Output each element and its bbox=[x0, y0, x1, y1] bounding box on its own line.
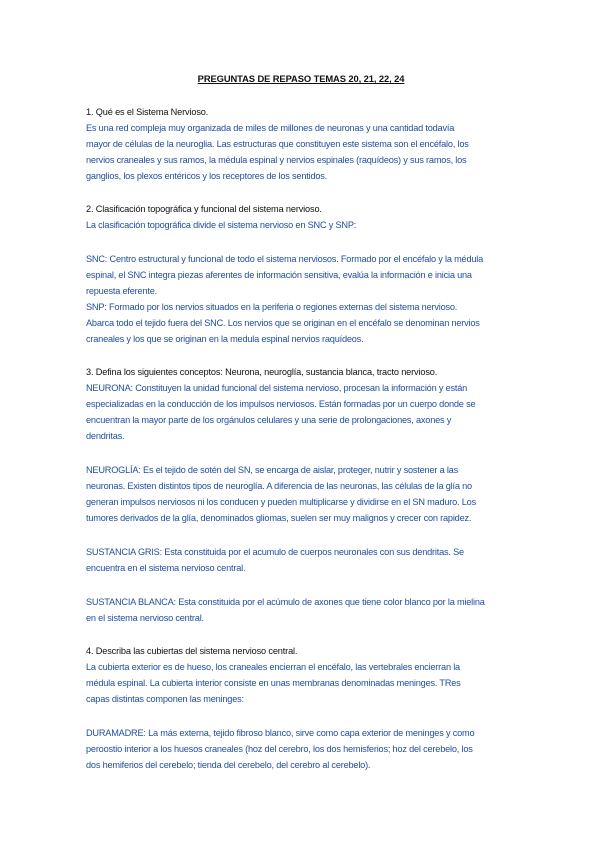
answer-line: neuronas. Existen distintos tipos de neuroglía. A diferencia de las neuronas, las células de la glía no bbox=[86, 481, 472, 491]
question-2: 2. Clasificación topográfica y funcional del sistema nervioso. bbox=[86, 204, 322, 214]
answer-line: ganglios, los plexos entéricos y los receptores de los sentidos. bbox=[86, 171, 328, 181]
answer-line: encuentran la mayor parte de los orgánulos celulares y una serie de prolongaciones, axones y bbox=[86, 415, 452, 425]
answer-line: SUSTANCIA GRIS: Esta constituida por el acumulo de cuerpos neuronales con sus dendritas. Se bbox=[86, 547, 464, 557]
answer-line: NEURONA: Constituyen la unidad funcional del sistema nervioso, procesan la información y están bbox=[86, 383, 468, 393]
answer-line: repuesta eferente. bbox=[86, 286, 157, 296]
answer-line: médula espinal. La cubierta interior consiste en unas membranas denominadas meninges. TRes bbox=[86, 678, 461, 688]
question-4: 4. Describa las cubiertas del sistema nervioso central. bbox=[86, 646, 298, 656]
document-content bbox=[86, 72, 516, 773]
answer-line: SNC: Centro estructural y funcional de todo el sistema nerviosos. Formado por el encéfalo y la médula bbox=[86, 254, 484, 264]
answer-3 bbox=[86, 380, 516, 626]
answer-line: SNP: Formado por los nervios situados en la periferia o regiones externas del sistema nervioso. bbox=[86, 302, 458, 312]
answer-line: en el sistema nervioso central. bbox=[86, 613, 204, 623]
answer-line: craneales y los que se originan en la medula espinal nervios raquídeos. bbox=[86, 334, 364, 344]
answer-line: Es una red compleja muy organizada de miles de millones de neuronas y una cantidad todavía bbox=[86, 123, 455, 133]
answer-line: capas distintas componen las meninges: bbox=[86, 694, 244, 704]
answer-line: generan impulsos nerviosos ni los conducen y pueden multiplicarse y dividirse en el SN maduro. Los bbox=[86, 497, 476, 507]
answer-line: SUSTANCIA BLANCA: Esta constituida por el acúmulo de axones que tiene color blanco por la mielina bbox=[86, 597, 485, 607]
answer-line: nervios craneales y sus ramos, la médula espinal y nervios espinales (raquídeos) y sus ramos, los bbox=[86, 155, 467, 165]
answer-1 bbox=[86, 120, 516, 184]
answer-line: dos hemiferios del cerebelo; tienda del cerebelo, del cerebro al cerebelo). bbox=[86, 760, 371, 770]
answer-line: espinal, el SNC integra piezas aferentes de información sensitiva, evalúa la información e inicia una bbox=[86, 270, 472, 280]
answer-line: especializadas en la conducción de los impulsos nerviosos. Están formadas por un cuerpo donde se bbox=[86, 399, 476, 409]
answer-4 bbox=[86, 659, 516, 773]
document-title: PREGUNTAS DE REPASO TEMAS 20, 21, 22, 24 bbox=[197, 73, 405, 84]
answer-line: tumores derivados de la glía, denominados gliomas, suelen ser muy malignos y crecer con rapidez. bbox=[86, 513, 472, 523]
answer-line: peroostio interior a los huesos craneales (hoz del cerebro, los dos hemisferios; hoz del cerebelo, los bbox=[86, 744, 473, 754]
answer-line: DURAMADRE: La más externa, tejido fibroso blanco, sirve como capa exterior de meninges y como bbox=[86, 728, 475, 738]
answer-line: Abarca todo el tejido fuera del SNC. Los nervios que se originan en el encéfalo se denominan nervios bbox=[86, 318, 480, 328]
answer-line: La clasificación topográfica divide el sistema nervioso en SNC y SNP: bbox=[86, 220, 357, 230]
answer-line: NEUROGLÍA: Es el tejido de sotén del SN, se encarga de aislar, proteger, nutrir y sostener a las bbox=[86, 465, 458, 475]
answer-line: dendritas. bbox=[86, 431, 125, 441]
question-1: 1. Qué es el Sistema Nervioso. bbox=[86, 107, 209, 117]
answer-line: La cubierta exterior es de hueso, los craneales encierran el encéfalo, las vertebrales encierran la bbox=[86, 662, 460, 672]
answer-line: encuentra en el sistema nervioso central. bbox=[86, 563, 246, 573]
question-3: 3. Defina los siguientes conceptos: Neurona, neuroglía, sustancia blanca, tracto nervioso. bbox=[86, 367, 438, 377]
answer-line: mayor de células de la neuroglia. Las estructuras que constituyen este sistema son el encéfalo, los bbox=[86, 139, 469, 149]
answer-2 bbox=[86, 217, 516, 347]
